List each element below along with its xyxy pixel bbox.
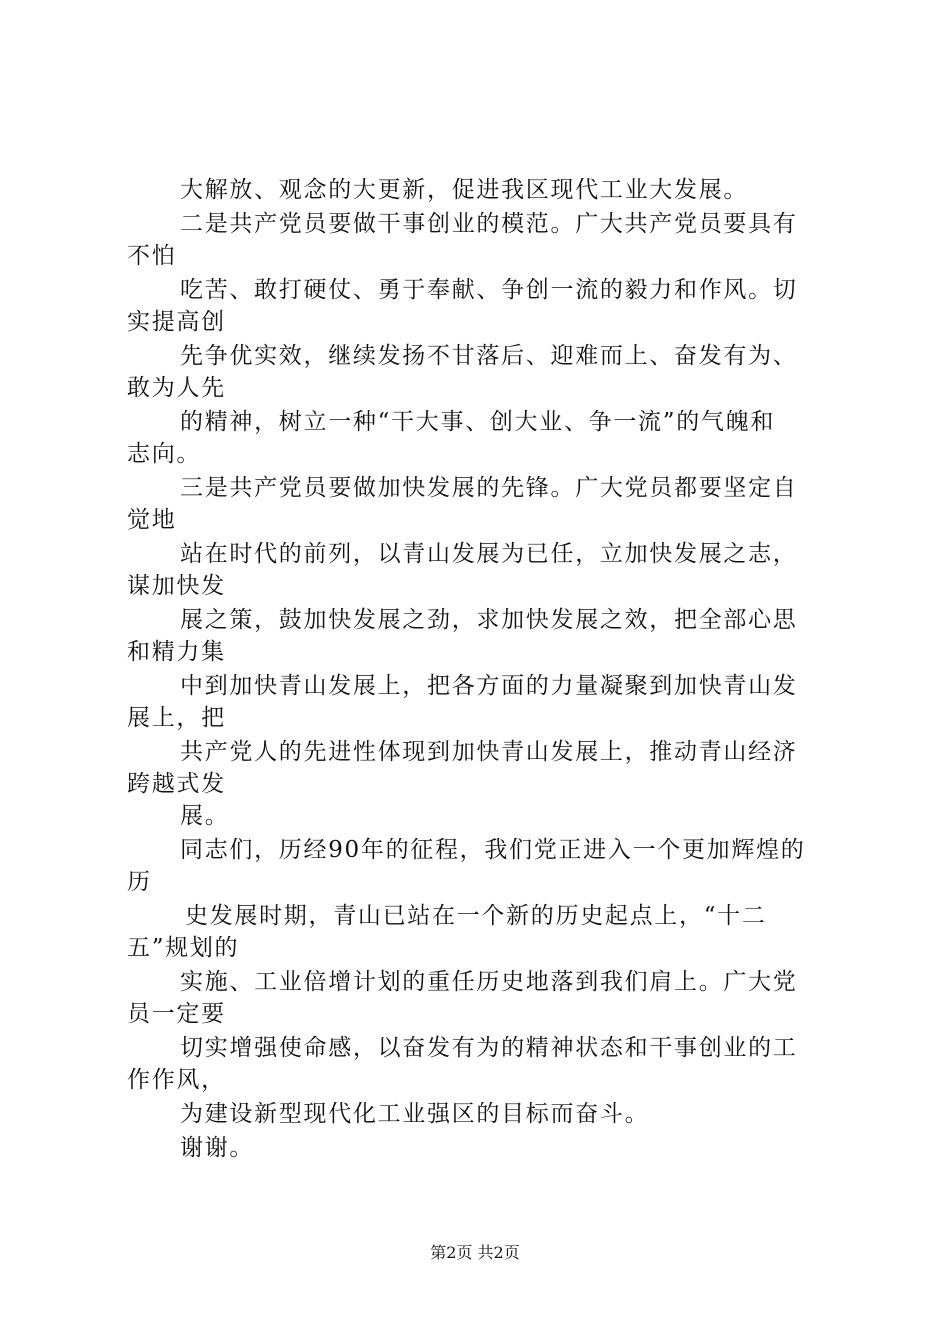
text-line: 历 — [127, 869, 152, 895]
text-line: 先争优实效，继续发扬不甘落后、迎难而上、奋发有为、 — [180, 343, 798, 369]
text-line: 展上，把 — [127, 705, 226, 731]
text-line: 站在时代的前列，以青山发展为已任，立加快发展之志， — [180, 541, 798, 567]
text-line: 史发展时期，青山已站在一个新的历史起点上，“十二 — [185, 903, 767, 929]
text-line: 实提高创 — [127, 309, 226, 335]
text-line: 不怕 — [127, 243, 177, 269]
text-line: 同志们，历经90年的征程，我们党正进入一个更加辉煌的 — [180, 837, 806, 863]
text-line: 实施、工业倍增计划的重任历史地落到我们肩上。广大党 — [180, 969, 798, 995]
text-line: 中到加快青山发展上，把各方面的力量凝聚到加快青山发 — [180, 673, 798, 699]
text-line: 二是共产党员要做干事创业的模范。广大共产党员要具有 — [180, 211, 798, 237]
text-line: 展之策，鼓加快发展之劲，求加快发展之效，把全部心思 — [180, 607, 798, 633]
text-line: 觉地 — [127, 507, 177, 533]
text-line: 大解放、观念的大更新，促进我区现代工业大发展。 — [180, 177, 749, 203]
text-line: 吃苦、敢打硬仗、勇于奉献、争创一流的毅力和作风。切 — [180, 277, 798, 303]
page-number-footer: 第2页 共2页 — [430, 1243, 520, 1262]
text-line: 为建设新型现代化工业强区的目标而奋斗。 — [180, 1101, 650, 1127]
text-line: 跨越式发 — [127, 771, 226, 797]
text-line: 三是共产党员要做加快发展的先锋。广大党员都要坚定自 — [180, 475, 798, 501]
text-line: 作作风， — [127, 1067, 226, 1093]
text-line: 和精力集 — [127, 639, 226, 665]
text-line: 展。 — [180, 803, 230, 829]
text-line: 五”规划的 — [127, 935, 240, 961]
text-line: 谢谢。 — [180, 1135, 255, 1161]
text-line: 员一定要 — [127, 1001, 226, 1027]
text-line: 敢为人先 — [127, 375, 226, 401]
text-line: 谋加快发 — [127, 573, 226, 599]
text-line: 共产党人的先进性体现到加快青山发展上，推动青山经济 — [180, 739, 798, 765]
text-line: 切实增强使命感，以奋发有为的精神状态和干事创业的工 — [180, 1035, 798, 1061]
text-line: 的精神，树立一种“干大事、创大业、争一流”的气魄和 — [180, 409, 776, 435]
text-line: 志向。 — [127, 441, 202, 467]
